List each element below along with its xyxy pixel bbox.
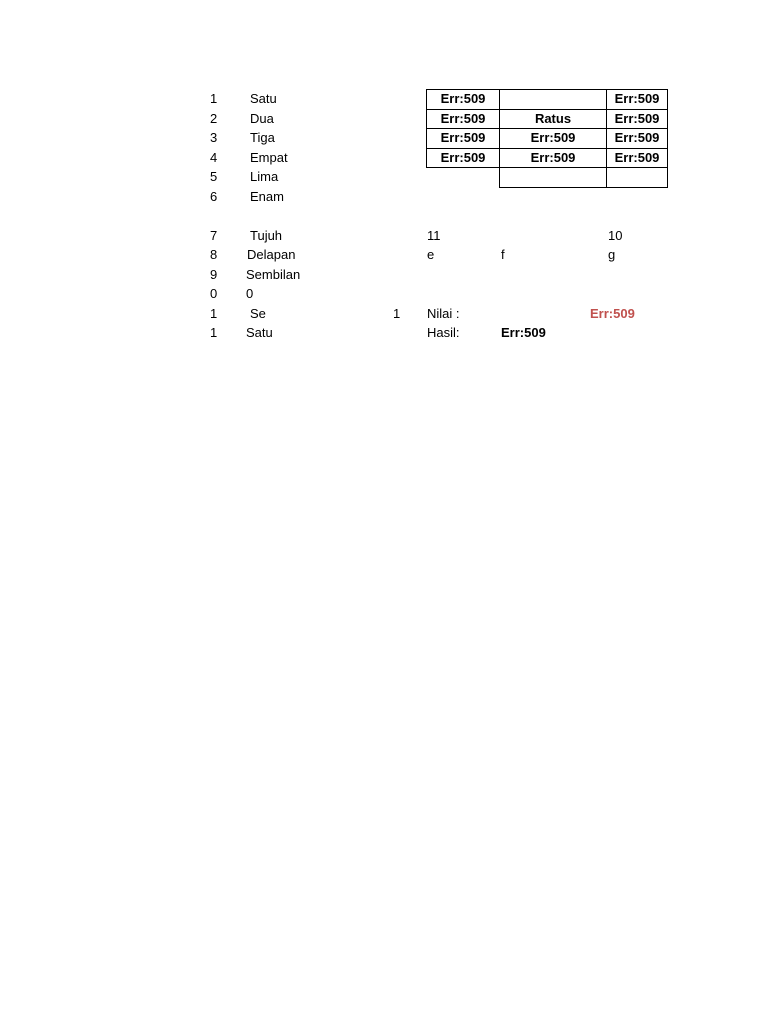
cell-num-4[interactable]: 4 [210, 149, 218, 165]
cell-word-2[interactable]: Dua [250, 110, 274, 126]
cell-row7-c1[interactable]: 11 [427, 227, 441, 243]
grid-cell-4-1[interactable]: Err:509 [427, 148, 500, 168]
grid-row-4 [427, 148, 668, 168]
cell-word-7[interactable]: Tujuh [250, 227, 283, 243]
grid-cell-2-3[interactable]: Err:509 [607, 109, 668, 129]
cell-num-11[interactable]: 1 [210, 305, 218, 321]
cell-num-5[interactable]: 5 [210, 169, 218, 184]
cell-num-1[interactable]: 1 [210, 91, 218, 106]
cell-word-12[interactable]: Satu [246, 325, 273, 340]
nilai-label[interactable]: Nilai : [427, 305, 460, 321]
cell-num-3[interactable]: 3 [210, 130, 218, 145]
grid-cell-1-1[interactable]: Err:509 [427, 90, 500, 110]
cell-num-8[interactable]: 8 [210, 247, 218, 262]
cell-word-9[interactable]: Sembilan [246, 266, 301, 282]
cell-num-9[interactable]: 9 [210, 266, 218, 282]
cell-word-1[interactable]: Satu [250, 91, 277, 106]
nilai-value[interactable]: Err:509 [590, 305, 635, 321]
cell-word-8[interactable]: Delapan [247, 247, 296, 262]
hasil-value[interactable]: Err:509 [501, 325, 546, 340]
cell-row8-c2[interactable]: f [501, 247, 505, 262]
grid-row-1 [427, 90, 668, 110]
grid-cell-1-2[interactable] [500, 90, 607, 110]
cell-num-10[interactable]: 0 [210, 286, 218, 301]
grid-cell-2-2[interactable]: Ratus [500, 109, 607, 129]
cell-word-10[interactable]: 0 [246, 286, 254, 301]
hasil-label[interactable]: Hasil: [427, 325, 460, 340]
cell-num-6[interactable]: 6 [210, 188, 218, 204]
grid-cell-5-1[interactable] [427, 168, 500, 188]
grid-cell-3-2[interactable]: Err:509 [500, 129, 607, 149]
grid-row-2 [427, 109, 668, 129]
cell-word-3[interactable]: Tiga [250, 130, 275, 145]
cell-word-5[interactable]: Lima [250, 169, 279, 184]
cell-word-6[interactable]: Enam [250, 188, 284, 204]
cell-word-11[interactable]: Se [250, 305, 266, 321]
grid-cell-4-3[interactable]: Err:509 [607, 148, 668, 168]
cell-se-count[interactable]: 1 [393, 305, 401, 321]
cell-row8-c1[interactable]: e [427, 247, 435, 262]
grid-cell-2-1[interactable]: Err:509 [427, 109, 500, 129]
cell-num-12[interactable]: 1 [210, 325, 218, 340]
grid-cell-4-2[interactable]: Err:509 [500, 148, 607, 168]
grid-cell-3-1[interactable]: Err:509 [427, 129, 500, 149]
cell-row7-c3[interactable]: 10 [608, 227, 623, 243]
cell-word-4[interactable]: Empat [250, 149, 288, 165]
grid-row-3 [427, 129, 668, 149]
grid-row-5 [427, 168, 668, 188]
grid-cell-5-2[interactable] [500, 168, 607, 188]
grid-cell-5-3[interactable] [607, 168, 668, 188]
cell-num-7[interactable]: 7 [210, 227, 218, 243]
error-grid [426, 89, 668, 188]
grid-cell-1-3[interactable]: Err:509 [607, 90, 668, 110]
cell-row8-c3[interactable]: g [608, 247, 616, 262]
cell-num-2[interactable]: 2 [210, 110, 218, 126]
grid-cell-3-3[interactable]: Err:509 [607, 129, 668, 149]
